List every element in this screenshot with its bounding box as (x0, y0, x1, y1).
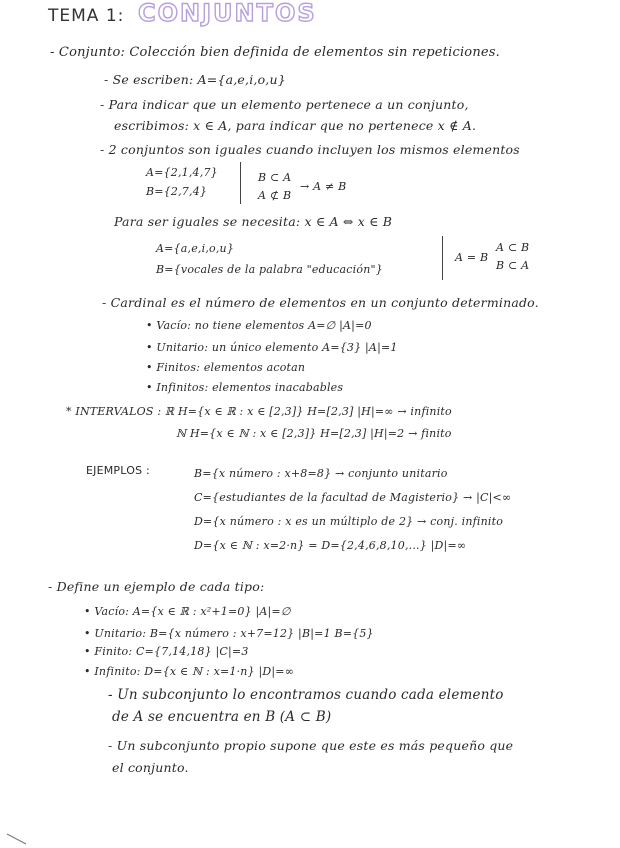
example-finite: C={estudiantes de la facultad de Magisterio} → |C|<∞ (194, 491, 512, 504)
type-finitos: • Finitos: elementos acotan (146, 361, 306, 374)
examples-heading: EJEMPLOS : (86, 464, 150, 477)
exercise-vacio: • Vacío: A={x ∈ ℝ : x²+1=0} |A|=∅ (84, 605, 291, 618)
subset-definition-1: - Un subconjunto lo encontramos cuando cada elemento (108, 687, 504, 703)
membership-line-1: - Para indicar que un elemento pertenece a un conjunto, (100, 97, 469, 112)
example-unitario: B={x número : x+8=8} → conjunto unitario (194, 467, 448, 480)
divider-bar (442, 236, 443, 280)
pencil-stroke-icon (6, 832, 28, 846)
example-vowels-a: A={a,e,i,o,u} (156, 242, 235, 255)
divider-bar (240, 162, 241, 204)
example-infinite: D={x número : x es un múltiplo de 2} → conj. infinito (194, 515, 504, 528)
membership-line-2: escribimos: x ∈ A, para indicar que no pertenece x ∉ A. (114, 118, 477, 133)
definition-conjunto: - Conjunto: Colección bien definida de elementos sin repeticiones. (50, 45, 500, 60)
example-set-a: A={2,1,4,7} (146, 166, 218, 179)
subset-relation-2: A ⊄ B (258, 189, 292, 202)
page-title: CONJUNTOS (138, 0, 317, 27)
type-infinitos: • Infinitos: elementos inacabables (146, 381, 344, 394)
proper-subset-definition-1: - Un subconjunto propio supone que este es más pequeño que (108, 738, 514, 753)
subset-relation-1: B ⊂ A (258, 171, 292, 184)
subset-relation-4: B ⊂ A (496, 259, 530, 272)
example-set-b: B={2,7,4} (146, 185, 208, 198)
exercise-finito: • Finito: C={7,14,18} |C|=3 (84, 645, 249, 658)
equality-result: A = B (455, 251, 489, 264)
notation-line: - Se escriben: A={a,e,i,o,u} (104, 72, 286, 87)
intervals-natural: ℕ H={x ∈ ℕ : x ∈ [2,3]} H=[2,3] |H|=2 → finito (176, 427, 452, 440)
cardinal-definition: - Cardinal es el número de elementos en un conjunto determinado. (102, 295, 539, 310)
equality-line: - 2 conjuntos son iguales cuando incluyen los mismos elementos (100, 142, 520, 157)
example-infinite-natural: D={x ∈ ℕ : x=2·n} = D={2,4,6,8,10,...} |D|=∞ (194, 539, 467, 552)
equality-condition: Para ser iguales se necesita: x ∈ A ⇔ x ∈ B (114, 214, 393, 229)
type-unitario: • Unitario: un único elemento A={3} |A|=1 (146, 341, 398, 354)
subset-relation-3: A ⊂ B (496, 241, 530, 254)
example-vowels-b: B={vocales de la palabra "educación"} (156, 263, 383, 276)
exercise-infinito: • Infinito: D={x ∈ ℕ : x=1·n} |D|=∞ (84, 665, 295, 678)
proper-subset-definition-2: el conjunto. (112, 760, 189, 775)
inequality-result: → A ≠ B (300, 180, 347, 193)
type-vacio: • Vacío: no tiene elementos A=∅ |A|=0 (146, 319, 372, 332)
subset-definition-2: de A se encuentra en B (A ⊂ B) (112, 709, 332, 725)
exercise-unitario: • Unitario: B={x número : x+7=12} |B|=1 B={5} (84, 627, 374, 640)
topic-label: TEMA 1: (48, 6, 125, 26)
exercise-heading: - Define un ejemplo de cada tipo: (48, 579, 265, 594)
intervals-real: * INTERVALOS : ℝ H={x ∈ ℝ : x ∈ [2,3]} H=[2,3] |H|=∞ → infinito (66, 405, 452, 418)
